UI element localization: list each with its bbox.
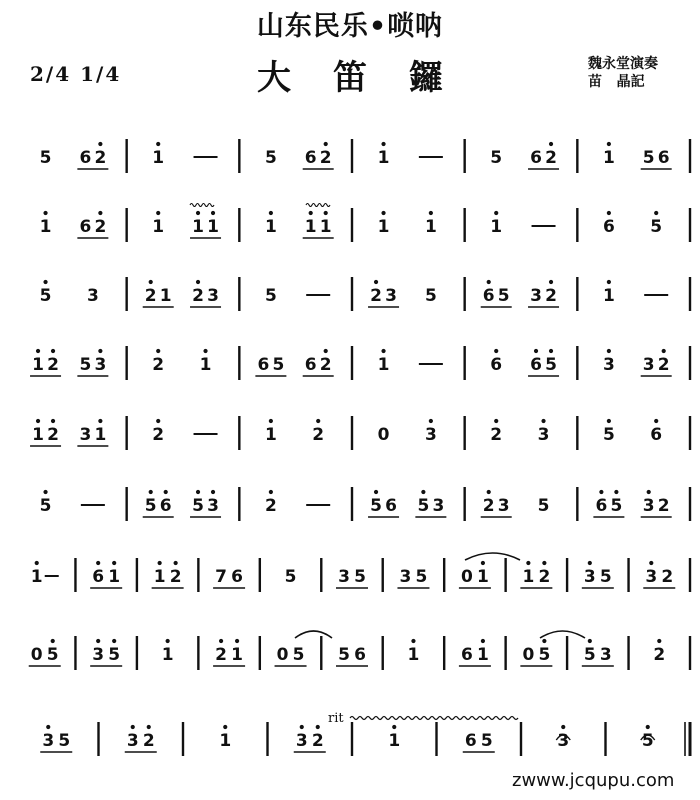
note: 5 [415,567,428,587]
note: 3 [602,355,615,375]
note: 5 [39,148,52,168]
note: 3 [42,731,55,751]
octave-dot [196,490,200,494]
note: 3 [295,731,308,751]
note: 5 [370,496,382,516]
octave-dot [607,349,611,353]
note: 2 [47,355,59,375]
octave-dot [381,211,385,215]
octave-dot [316,725,320,729]
note: 1 [407,645,420,665]
note: 3 [642,355,655,375]
octave-dot [561,725,565,729]
note: 3 [338,567,350,587]
note: 0 [276,645,289,665]
octave-dot [324,142,328,146]
octave-dot [43,490,47,494]
note: 3 [92,645,105,665]
trill-ornament [306,204,330,207]
note: 3 [86,286,99,306]
octave-dot [614,490,618,494]
octave-dot [647,490,651,494]
note: 6 [79,148,92,168]
octave-dot [494,419,498,423]
octave-dot [98,349,102,353]
octave-dot [607,280,611,284]
note: 0 [460,567,473,587]
octave-dot [112,639,116,643]
octave-dot [51,639,55,643]
octave-dot [269,211,273,215]
tie-slur [465,553,520,560]
note: 1 [377,148,390,168]
note: 6 [92,567,105,587]
octave-dot [211,211,215,215]
note: 5 [108,645,121,665]
octave-dot [392,725,396,729]
octave-dot [534,349,538,353]
note: 2 [653,645,666,665]
octave-dot [112,561,116,565]
note: 6 [595,496,608,516]
note: 3 [385,286,397,306]
octave-dot [549,280,553,284]
note: 3 [497,496,510,516]
octave-dot [36,419,40,423]
note: 5 [58,731,71,751]
note: 2 [169,567,182,587]
note: 2 [47,425,59,445]
note: 6 [304,355,317,375]
note: 2 [657,496,670,516]
octave-dot [607,211,611,215]
octave-dot [421,490,425,494]
note: 5 [538,645,551,665]
note: 5 [264,148,277,168]
note: 3 [557,731,570,751]
note: 6 [304,148,317,168]
note: 2 [545,148,557,168]
note: 0 [522,645,535,665]
note: 2 [215,645,228,665]
note: 3 [530,286,542,306]
octave-dot [588,639,592,643]
note: 6 [460,645,473,665]
octave-dot [324,349,328,353]
note: 5 [641,731,654,751]
note: 1 [377,217,390,237]
note: 1 [377,355,390,375]
note: 5 [354,567,366,587]
note: 3 [537,425,550,445]
note: 5 [602,425,615,445]
note: 2 [482,496,495,516]
note: 5 [79,355,92,375]
note: 6 [385,496,397,516]
note: 5 [424,286,437,306]
tie-slur [295,631,332,638]
note: 1 [424,217,437,237]
octave-dot [158,561,162,565]
octave-dot [599,490,603,494]
note: 1 [94,425,107,445]
note: 6 [650,425,663,445]
octave-dot [481,639,485,643]
note: 3 [94,355,107,375]
note: 3 [424,425,437,445]
octave-dot [429,419,433,423]
note: 3 [207,286,219,306]
note: 5 [39,496,52,516]
ritardando-line [350,717,518,720]
note: 6 [231,567,244,587]
note: 3 [126,731,139,751]
octave-dot [549,142,553,146]
note: 0 [377,425,390,445]
note: 2 [490,425,503,445]
note: 5 [144,496,157,516]
octave-dot [269,419,273,423]
note: 2 [152,425,165,445]
octave-dot [174,561,178,565]
note: 1 [490,217,503,237]
octave-dot [662,349,666,353]
note: 5 [545,355,557,375]
octave-dot [381,142,385,146]
octave-dot [300,725,304,729]
octave-dot [96,561,100,565]
note: 1 [264,425,277,445]
note: 2 [94,148,107,168]
octave-dot [494,349,498,353]
note: 1 [304,217,317,237]
octave-dot [96,639,100,643]
octave-dot [374,490,378,494]
octave-dot [164,490,168,494]
note: 6 [602,217,615,237]
note: 2 [370,286,382,306]
note: 1 [159,286,172,306]
note: 2 [94,217,107,237]
note: 1 [602,286,615,306]
note: 3 [79,425,92,445]
octave-dot [494,211,498,215]
note: 5 [599,567,612,587]
note: 3 [207,496,219,516]
note: 6 [482,286,495,306]
note: 5 [46,645,59,665]
octave-dot [156,349,160,353]
octave-dot [43,211,47,215]
note: 2 [144,286,157,306]
octave-dot [541,419,545,423]
note: 7 [215,567,228,587]
octave-dot [411,639,415,643]
octave-dot [35,561,39,565]
octave-dot [156,419,160,423]
octave-dot [607,419,611,423]
note: 6 [257,355,270,375]
note: 6 [530,148,542,168]
note: 3 [583,567,596,587]
note: 6 [159,496,172,516]
octave-dot [149,280,153,284]
note: 1 [319,217,332,237]
note: 5 [417,496,430,516]
octave-dot [646,725,650,729]
note: 6 [657,148,670,168]
note: 5 [338,645,350,665]
watermark: zwww.jcqupu.com [512,770,675,791]
note: 1 [264,217,277,237]
octave-dot [381,349,385,353]
octave-dot [166,639,170,643]
note: 1 [388,731,401,751]
note: 1 [161,645,174,665]
note: 1 [32,425,44,445]
octave-dot [542,561,546,565]
note: 5 [272,355,285,375]
note: 2 [264,496,277,516]
octave-dot [649,561,653,565]
octave-dot [36,349,40,353]
note: 2 [311,731,324,751]
note: 0 [30,645,43,665]
octave-dot [235,639,239,643]
octave-dot [98,142,102,146]
octave-dot [269,490,273,494]
note: 1 [219,731,232,751]
note: 6 [490,355,503,375]
note: 2 [192,286,204,306]
octave-dot [526,561,530,565]
note: 6 [464,731,477,751]
octave-dot [196,211,200,215]
octave-dot [98,211,102,215]
credit-performer: 魏永堂演奏 [588,56,658,72]
octave-dot [131,725,135,729]
note: 5 [537,496,550,516]
note: 1 [32,355,44,375]
note: 5 [583,645,596,665]
note: 5 [480,731,493,751]
note: 5 [264,286,277,306]
note: 1 [152,148,165,168]
octave-dot [657,639,661,643]
octave-dot [223,725,227,729]
note: 5 [292,645,305,665]
note: 1 [476,645,489,665]
octave-dot [309,211,313,215]
octave-dot [219,639,223,643]
note: 5 [642,148,655,168]
octave-dot [156,142,160,146]
note: 2 [152,355,165,375]
octave-dot [51,419,55,423]
note: 3 [599,645,612,665]
note: 2 [319,355,332,375]
octave-dot [374,280,378,284]
note: 2 [661,567,674,587]
note: 1 [602,148,615,168]
credit-transcriber: 苗 晶記 [588,74,645,90]
note: 5 [497,286,510,306]
octave-dot [316,419,320,423]
note: 1 [30,567,43,587]
octave-dot [149,490,153,494]
note: 1 [199,355,212,375]
note: 2 [657,355,670,375]
tempo-mark: rit [328,711,344,726]
note: 5 [650,217,663,237]
octave-dot [46,725,50,729]
octave-dot [588,561,592,565]
note: 2 [545,286,557,306]
octave-dot [156,211,160,215]
note: 5 [284,567,297,587]
note: 1 [39,217,52,237]
note: 5 [610,496,623,516]
octave-dot [51,349,55,353]
note: 1 [231,645,244,665]
octave-dot [487,280,491,284]
octave-dot [542,639,546,643]
octave-dot [481,561,485,565]
octave-dot [147,725,151,729]
piece-title: 大笛鑼 [257,58,485,98]
note: 2 [142,731,155,751]
note: 1 [192,217,204,237]
octave-dot [196,280,200,284]
note: 6 [530,355,542,375]
note: 1 [522,567,535,587]
trill-ornament [190,204,214,207]
note: 2 [312,425,325,445]
note: 6 [79,217,92,237]
note: 1 [476,567,489,587]
tie-slur [540,631,585,638]
octave-dot [607,142,611,146]
note: 1 [108,567,121,587]
octave-dot [549,349,553,353]
octave-dot [43,280,47,284]
octave-dot [487,490,491,494]
note: 5 [39,286,52,306]
note: 3 [399,567,412,587]
note: 3 [642,496,655,516]
octave-dot [654,211,658,215]
note: 1 [207,217,219,237]
note: 3 [432,496,445,516]
note: 2 [319,148,332,168]
octave-dot [654,419,658,423]
octave-dot [98,419,102,423]
note: 1 [153,567,166,587]
octave-dot [324,211,328,215]
octave-dot [211,490,215,494]
note: 1 [152,217,165,237]
page-title: 山东民乐•唢呐 [256,11,444,42]
time-signature: 2/4 1/4 [30,62,122,86]
note: 6 [354,645,366,665]
note: 2 [538,567,551,587]
octave-dot [429,211,433,215]
octave-dot [203,349,207,353]
note: 3 [645,567,658,587]
note: 5 [490,148,503,168]
note: 5 [192,496,204,516]
